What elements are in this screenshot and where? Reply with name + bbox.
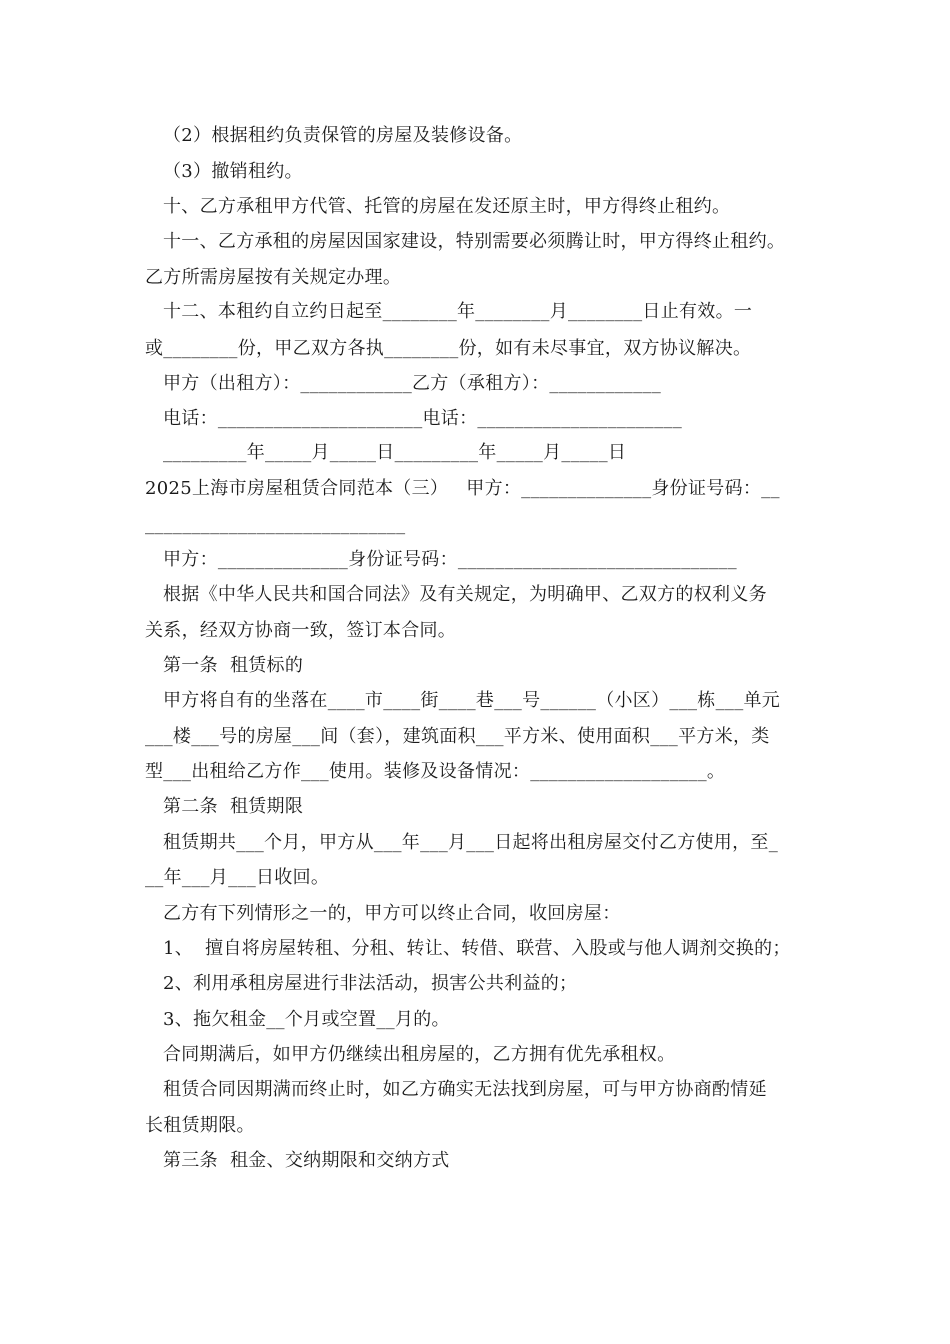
text-line: 租赁期共___个月，甲方从___年___月___日起将出租房屋交付乙方使用，至_ bbox=[163, 832, 778, 853]
text-line: 根据《中华人民共和国合同法》及有关规定，为明确甲、乙双方的权利义务 bbox=[163, 584, 767, 605]
text-line: 型___出租给乙方作___使用。装修及设备情况：___________________。 bbox=[145, 761, 726, 782]
text-line: 甲方（出租方）：____________乙方（承租方）：____________ bbox=[163, 373, 661, 394]
text-line: （2）根据租约负责保管的房屋及装修设备。 bbox=[163, 125, 523, 146]
text-line: 1、 擅自将房屋转租、分租、转让、转借、联营、入股或与他人调剂交换的； bbox=[163, 938, 791, 959]
text-line: 电话：______________________电话：______________________ bbox=[163, 408, 682, 429]
text-line: 甲方：______________身份证号码：______________________________ bbox=[163, 549, 737, 570]
text-line: 乙方所需房屋按有关规定办理。 bbox=[145, 267, 402, 288]
section-heading: 第三条 租金、交纳期限和交纳方式 bbox=[163, 1150, 450, 1171]
text-line: 3、拖欠租金__个月或空置__月的。 bbox=[163, 1009, 450, 1030]
text-line: 长租赁期限。 bbox=[145, 1115, 255, 1136]
text-line: _________年_____月_____日_________年_____月_____日 bbox=[163, 442, 627, 463]
section-heading: 第一条 租赁标的 bbox=[163, 655, 304, 676]
text-line: 或________份，甲乙双方各执________份，如有未尽事宜，双方协议解决。 bbox=[145, 338, 752, 359]
text-line: 甲方将自有的坐落在____市____街____巷___号______（小区）___栋___单元 bbox=[163, 690, 781, 711]
text-line: （3）撤销租约。 bbox=[163, 161, 303, 182]
text-line: 2025上海市房屋租赁合同范本（三） 甲方：______________身份证号码：__ bbox=[145, 478, 780, 499]
text-line: 乙方有下列情形之一的，甲方可以终止合同，收回房屋： bbox=[163, 903, 621, 924]
text-line: 十一、乙方承租的房屋因国家建设，特别需要必须腾让时，甲方得终止租约。 bbox=[163, 231, 786, 252]
text-line: 十二、本租约自立约日起至________年________月________日止有效。一 bbox=[163, 301, 753, 322]
text-line: __年___月___日收回。 bbox=[145, 867, 330, 888]
section-heading: 第二条 租赁期限 bbox=[163, 796, 304, 817]
text-line: ___楼___号的房屋___间（套），建筑面积___平方米、使用面积___平方米，类 bbox=[145, 726, 770, 747]
text-line: ____________________________ bbox=[145, 514, 406, 535]
text-line: 十、乙方承租甲方代管、托管的房屋在发还原主时，甲方得终止租约。 bbox=[163, 196, 731, 217]
text-line: 2、利用承租房屋进行非法活动，损害公共利益的； bbox=[163, 973, 578, 994]
text-line: 租赁合同因期满而终止时，如乙方确实无法找到房屋，可与甲方协商酌情延 bbox=[163, 1079, 767, 1100]
text-line: 关系，经双方协商一致，签订本合同。 bbox=[145, 620, 457, 641]
text-line: 合同期满后，如甲方仍继续出租房屋的，乙方拥有优先承租权。 bbox=[163, 1044, 676, 1065]
